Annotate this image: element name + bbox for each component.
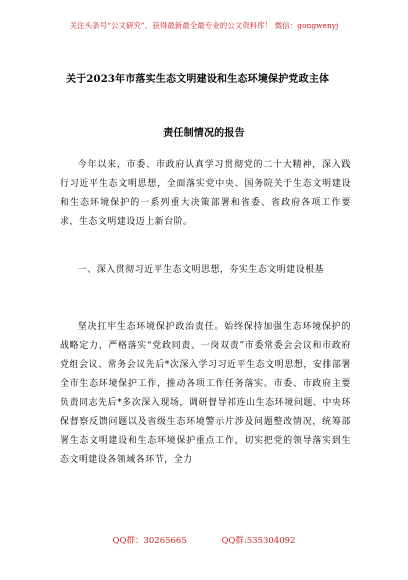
document-title-line-1: 关于2023年市落实生态文明建设和生态环境保护党政主体 [66,74,330,85]
body-paragraph-intro [60,156,351,232]
header-promo-note: 关注头条号“公文研究”，获得最新最全最专业的公文资料库！ 微信：gongwenyj [69,21,339,30]
footer-qq-group-2: QQ群:535304092 [221,536,296,546]
footer-qq-group-1: QQ群：30265665 [112,536,187,546]
footer-contact [0,534,408,546]
document-title-line-2: 责任制情况的报告 [163,128,245,139]
body-paragraph-responsibility [60,318,351,470]
paragraph-text: 今年以来，市委、市政府认真学习贯彻党的二十大精神，深入践行习近平生态文明思想，全面落实党中央、国务院关于生态文明建设和生态环境保护的一系列重大决策部署和省委、省政府各项工作要求，生态文明建设迈上新台阶。 [60,160,351,227]
paragraph-text: 一、深入贯彻习近平生态文明思想，夯实生态文明建设根基 [77,265,325,275]
section-heading-1 [60,261,351,280]
paragraph-text: 坚决扛牢生态环境保护政治责任。始终保持加强生态环境保护的战略定力，严格落实“党政同责、一岗双责”市委常委会会议和市政府党组会议、常务会议先后*次深入学习习近平生态文明思想，安排部署全市生态环境保护工作，推动各项工作任务落实。市委、市政府主要负责同志先后*多次深入现场，调研督导祁连山生态环境问题、中央环保督察反馈问题以及省级生态环境警示片涉及问题整改情况，统筹部署生态文明建设和生态环境保护重点工作，切实把党的领导落实到生态文明建设各领域各环节，全力 [60,322,351,465]
